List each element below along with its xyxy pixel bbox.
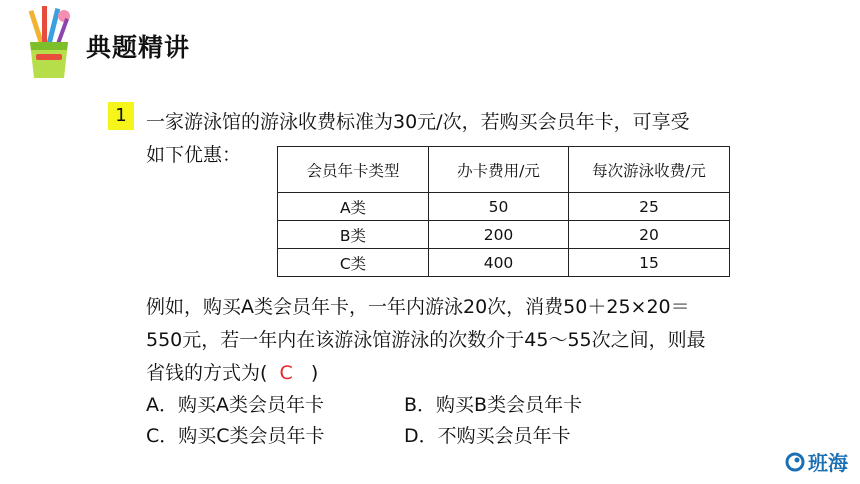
option-a[interactable]: A．购买A类会员年卡 [146, 394, 324, 416]
pencil-cup-icon [20, 4, 80, 84]
table-header-row [278, 147, 730, 193]
body-line: 550元，若一年内在该游泳馆游泳的次数介于45～55次之间，则最 [146, 329, 706, 351]
table-row [278, 221, 730, 249]
options-row [146, 421, 582, 452]
option-b[interactable]: B．购买B类会员年卡 [404, 394, 583, 416]
stem-line: 如下优惠： [146, 144, 242, 166]
answer-prefix: 省钱的方式为( [146, 362, 268, 384]
question-number-badge: 1 [108, 102, 134, 130]
body-line [146, 357, 806, 390]
answer-text: C [279, 362, 293, 384]
answer-options [146, 390, 582, 452]
page-title: 典题精讲 [86, 33, 191, 62]
table-cell: A类 [278, 193, 429, 221]
question-body [146, 291, 806, 390]
table-cell: 50 [429, 193, 569, 221]
options-row [146, 390, 582, 421]
table-cell: 15 [569, 249, 730, 277]
brand-name: 班海 [808, 451, 848, 475]
table-row [278, 249, 730, 277]
table-row [278, 193, 730, 221]
membership-fee-table [277, 146, 730, 277]
table-cell: 400 [429, 249, 569, 277]
brand-swirl-icon [784, 451, 806, 473]
table-cell: B类 [278, 221, 429, 249]
stem-line: 一家游泳馆的游泳收费标准为30元/次，若购买会员年卡，可享受 [146, 111, 690, 133]
column-header: 会员年卡类型 [278, 147, 429, 193]
table-cell: 20 [569, 221, 730, 249]
table-cell: 200 [429, 221, 569, 249]
option-d[interactable]: D．不购买会员年卡 [404, 425, 571, 447]
table-cell: 25 [569, 193, 730, 221]
answer-suffix: ) [310, 362, 319, 384]
column-header: 每次游泳收费/元 [569, 147, 730, 193]
brand-logo [784, 447, 848, 476]
option-c[interactable]: C．购买C类会员年卡 [146, 425, 325, 447]
table-cell: C类 [278, 249, 429, 277]
body-line: 例如，购买A类会员年卡，一年内游泳20次，消费50＋25×20＝ [146, 296, 690, 318]
column-header: 办卡费用/元 [429, 147, 569, 193]
